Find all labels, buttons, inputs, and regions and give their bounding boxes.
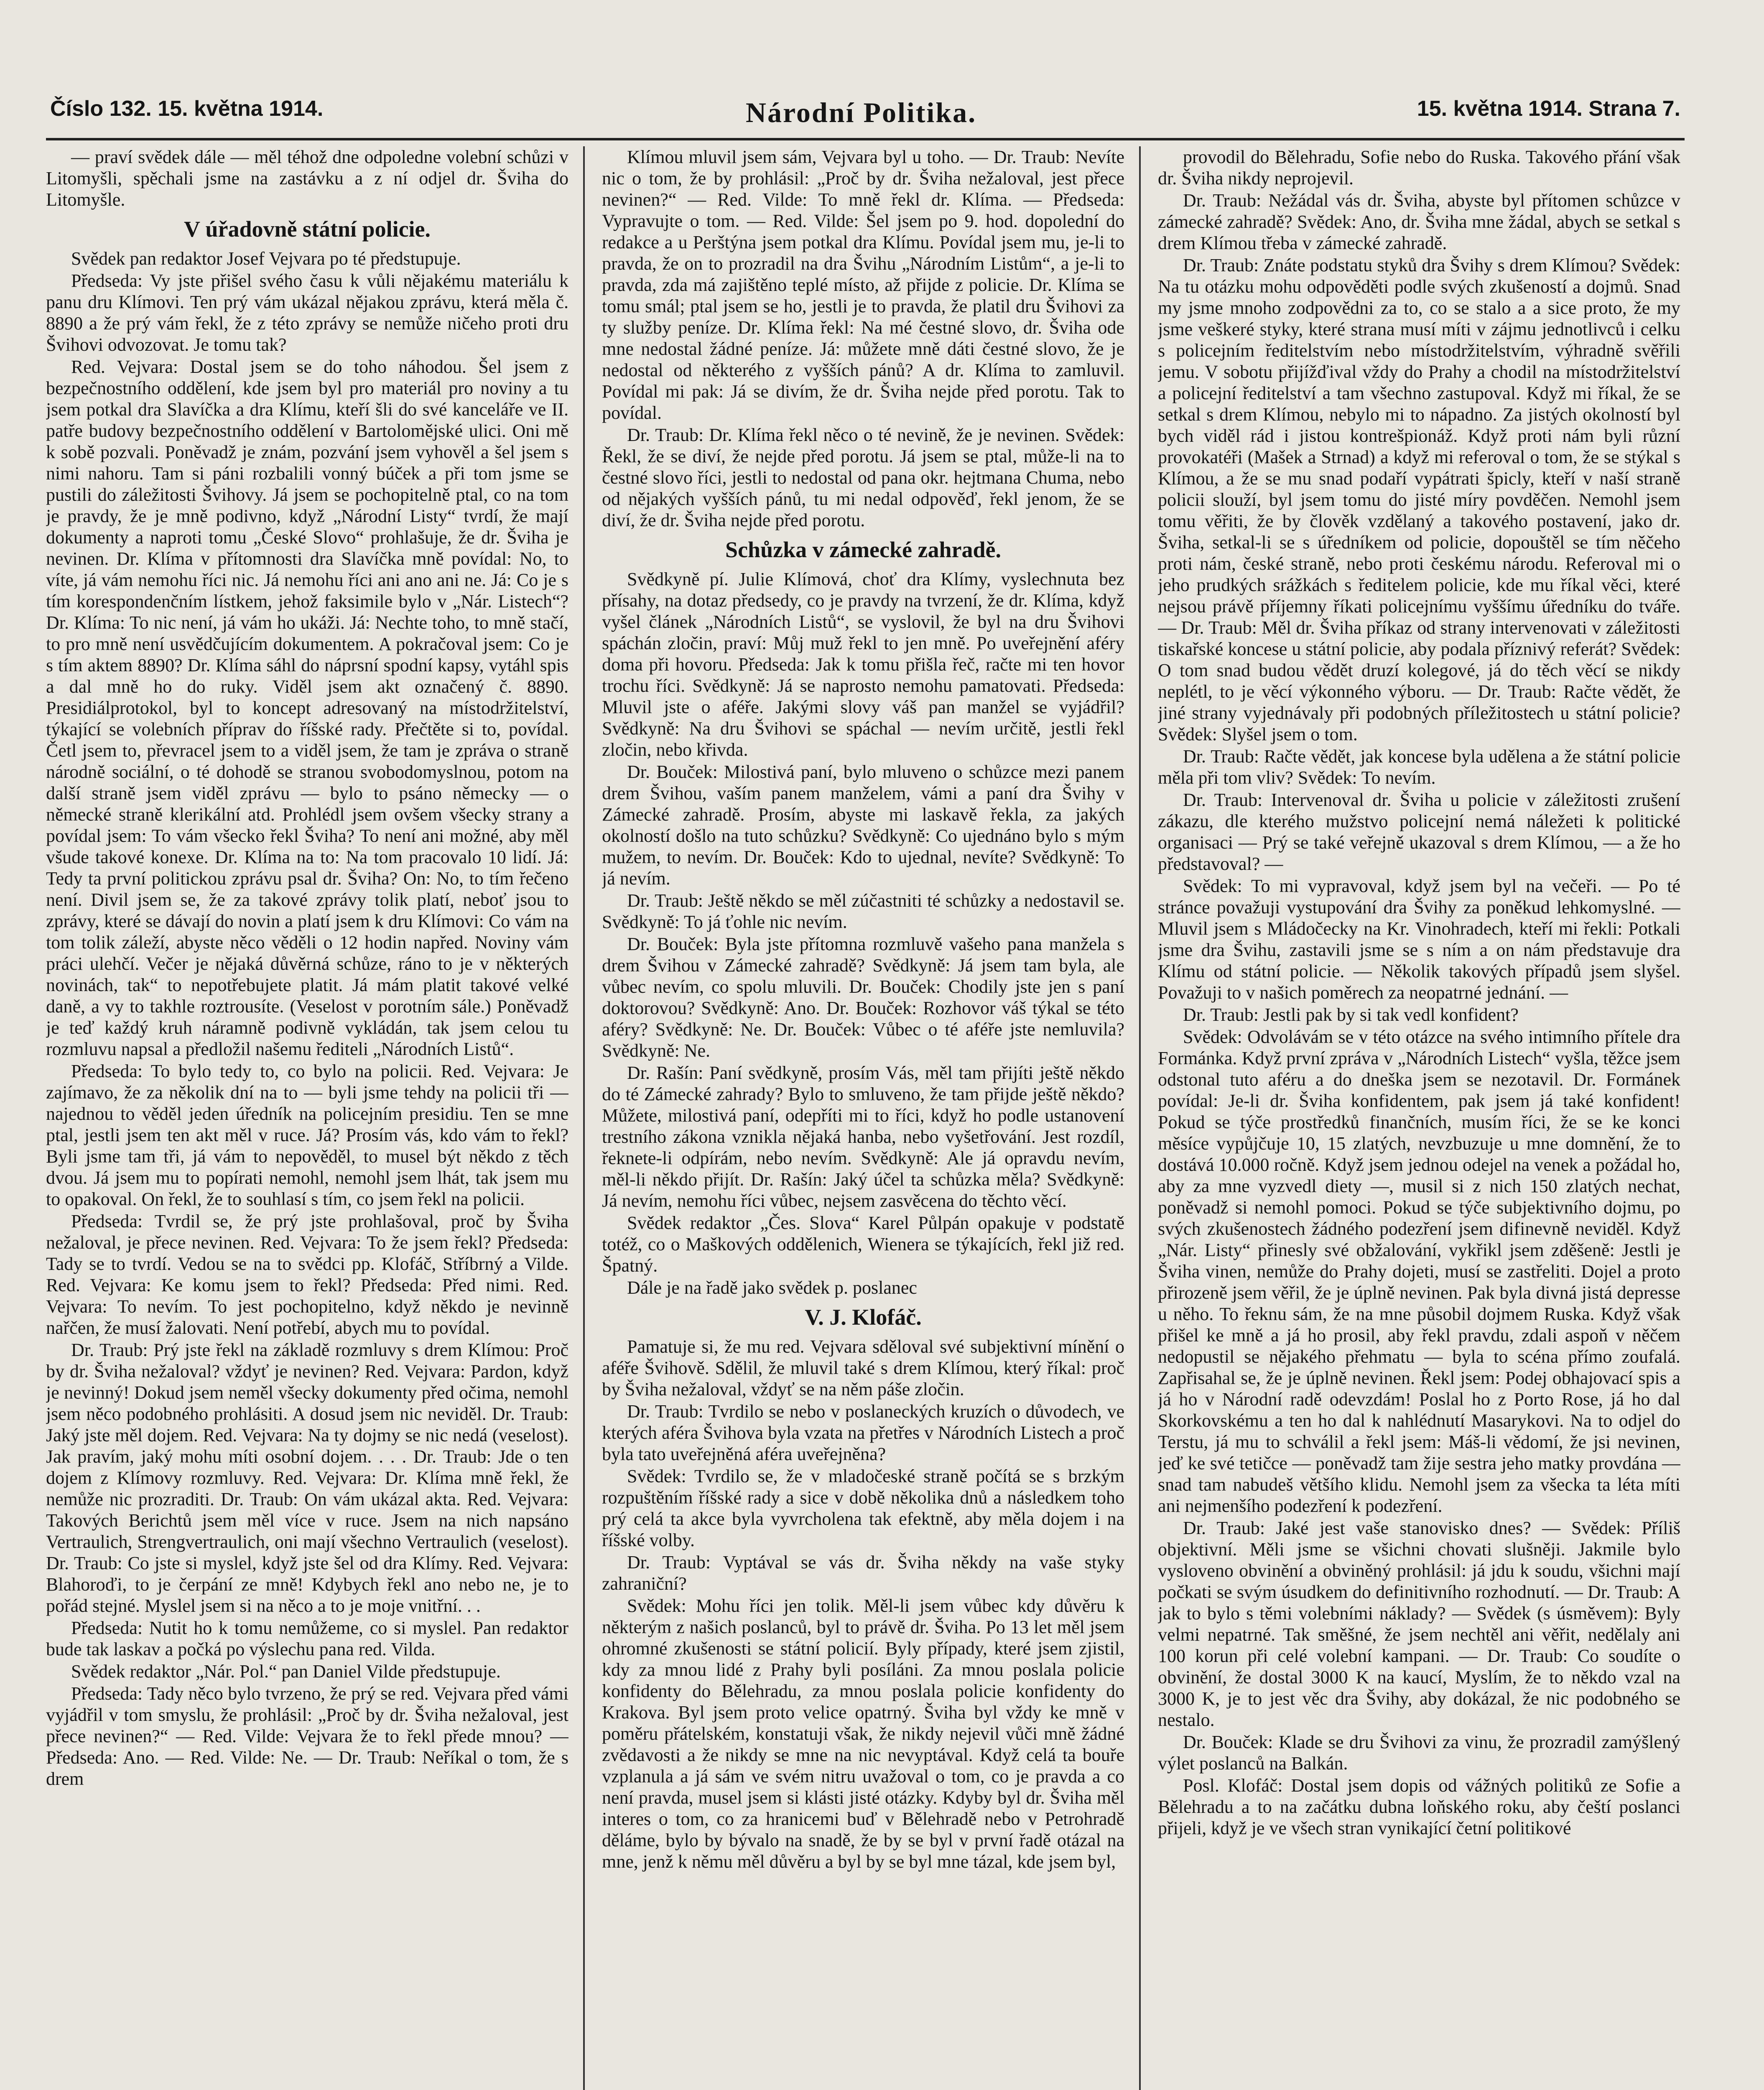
paragraph: Předseda: Vy jste přišel svého času k vůli nějakému materiálu k panu dru Klímovi. Ten prý vám ukázal nějakou zprávu, která měla č. 8890 a že prý vám řekl, že z této zprávy se nemůže ničeho proti dru Švihovi odvozovat. Je tomu tak? <box>46 270 568 355</box>
section-heading: V. J. Klofáč. <box>805 1305 922 1330</box>
paragraph: Svědek: To mi vypravoval, když jsem byl na večeři. — Po té stránce považuji vystupování dra Švihy za poněkud lehkomyslné. — Mluvil jsem s Mládočecky na Kr. Vinohradech, kteří mi řekli: Potkali jsme dra Švihu, zastavili jsme se s ním a on nám představuje dra Klímu od státní policie. — Několik takových případů jsem slyšel. Považuji to v našich poměrech za neopatrné jednání. — <box>1158 876 1680 1003</box>
column-divider <box>583 146 585 2090</box>
column-1 <box>46 146 568 2090</box>
paragraph: Dr. Traub: Prý jste řekl na základě rozmluvy s drem Klímou: Proč by dr. Šviha nežaloval? vždyť je nevinen? Red. Vejvara: Pardon, když je nevinný! Dokud jsem neměl všecky dokumenty před očima, nemohl jsem něco podobného prohlásiti. A dosud jsem nic neviděl. Dr. Traub: Jaký jste měl dojem. Red. Vejvara: Na ty dojmy se nic nedá (veselost). Jak pravím, jaký mohu míti osobní dojem. . . . Dr. Traub: Jde o ten dojem z Klímovy rozmluvy. Red. Vejvara: Dr. Klíma mně řekl, že nemůže nic prozraditi. Dr. Traub: On vám ukázal akta. Red. Vejvara: Takových Berichtů jsem měl více v ruce. Jsem na nich napsáno Vertraulich, Strengvertraulich, oni mají všechno Vertraulich (veselost). Dr. Traub: Co jste si myslel, když jste šel od dra Klímy. Red. Vejvara: Blahoroďi, to je čerpání ze mně! Kdybych řekl ano nebo ne, je to pořád stejné. Myslel jsem si na něco a to je moje vnitřní. . . <box>46 1340 568 1616</box>
paragraph: Svědek: Tvrdilo se, že v mladočeské straně počítá se s brzkým rozpuštěním říšské rady a sice v době několika dnů a následkem toho prý celá ta akce byla vyvrcholena tak efektně, aby měla dojem i na říšské volby. <box>602 1466 1124 1550</box>
section-heading: V úřadovně státní policie. <box>184 217 431 242</box>
paragraph: Dr. Traub: Nežádal vás dr. Šviha, abyste byl přítomen schůzce v zámecké zahradě? Svědek: Ano, dr. Šviha mne žádal, abych se setkal s drem Klímou třeba v zámecké zahradě. <box>1158 190 1680 253</box>
paragraph: Svědek: Mohu říci jen tolik. Měl-li jsem vůbec kdy důvěru k některým z našich poslanců, byl to právě dr. Šviha. Po 13 let měl jsem ohromné zkušenosti se státní policií. Byly případy, které jsem zjistil, kdy za mnou lidé z Prahy byli posíláni. Za mnou poslala policie konfidenty do Bělehradu, za mnou poslala policie konfidenty do Krakova. Byl jsem proto velice opatrný. Šviha byl vždy ke mně v poměru přátelském, konstatuji však, že nikdy nejevil vůči mně žádné zvědavosti a že nikdy se mne na nic nevyptával. Když celá ta bouře vzplanula a já sám ve svém nitru uvažoval o tom, co je pravda a co není pravda, musel jsem si klásti jisté otázky. Kdyby byl dr. Šviha měl interes o tom, co za hranicemi buď v Bělehradě nebo v Petrohradě děláme, bylo by bývalo na snadě, že by se byl v první řadě otázal na mne, jenž k němu měl důvěru a byl by se byl mne tázal, kde jsem byl, <box>602 1596 1124 1872</box>
paragraph: Dr. Traub: Jaké jest vaše stanovisko dnes? — Svědek: Příliš objektivní. Měli jsme se všichni chovati slušněji. Jakmile bylo vysloveno obvinění a obviněný prohlásil: já jdu k soudu, všichni mají počkati se svým úsudkem do definitivního rozhodnutí. — Dr. Traub: A jak to bylo s těmi volebními náklady? — Svědek (s úsměvem): Byly velmi nepatrné. Tak směšné, že jsem nechtěl ani věřit, nedělaly ani 100 korun při celé volební kampani. — Dr. Traub: Co soudíte o obvinění, že dostal 3000 K na kaucí, Myslím, že to někdo vzal na 3000 K, je to jest věc dra Švihy, aby dokázal, že nic podobného se nestalo. <box>1158 1518 1680 1730</box>
paragraph: Klímou mluvil jsem sám, Vejvara byl u toho. — Dr. Traub: Nevíte nic o tom, že by prohlásil: „Proč by dr. Šviha nežaloval, jest přece nevinen?“ — Red. Vilde: To mně řekl dr. Klíma. — Předseda: Vypravujte o tom. — Red. Vilde: Šel jsem po 9. hod. dopolední do redakce a u Perštýna jsem potkal dra Klímu. Povídal jsem mu, je-li to pravda, že on to prozradil na dra Švihu „Národním Listům“, a je-li to pravda, zda má zajištěno teplé místo, až přijde z policie. Dr. Klíma se tomu smál; ptal jsem se ho, jestli je to pravda, že platil dru Švihovi za ty služby peníze. Dr. Klíma řekl: Na mé čestné slovo, dr. Šviha ode mne nedostal žádné peníze. Já: můžete mně dáti čestné slovo, že je nedostal od některého z vyšších pánů? A dr. Klíma to zamluvil. Povídal mi pak: Já se divím, že dr. Šviha nejde před porotu. Tak to povídal. <box>602 147 1124 423</box>
paragraph: Předseda: To bylo tedy to, co bylo na policii. Red. Vejvara: Je zajímavo, že za několik dní na to — byli jsme tehdy na policii tři — najednou to věděl jeden úředník na policejním presidiu. Ten se mne ptal, jestli jsem ten akt měl v ruce. Já? Prosím vás, kdo vám to řekl? Byli jsme tam tři, já vám to nepověděl, to musel být někdo z těch dvou. Já jsem mu to popírati nemohl, nemohl jsem lhát, tak jsem mu to opakoval. On řekl, že to souhlasí s tím, co jsem řekl na policii. <box>46 1061 568 1209</box>
paragraph: — praví svědek dále — měl téhož dne odpoledne volební schůzi v Litomyšli, spěchali jsme na zastávku a z ní odjel dr. Šviha do Litomyšle. <box>46 147 568 210</box>
paragraph: Předseda: Nutit ho k tomu nemůžeme, co si myslel. Pan redaktor bude tak laskav a počká po výslechu pana red. Vilda. <box>46 1618 568 1659</box>
paragraph: Red. Vejvara: Dostal jsem se do toho náhodou. Šel jsem z bezpečnostního oddělení, kde jsem byl pro materiál pro noviny a tu jsem potkal dra Slavíčka a dra Klímu, kteří šli do své kanceláře ve II. patře budovy bezpečnostního oddělení v Bartolomějské ulici. Oni mě k sobě pozvali. Poněvadž je znám, pozvání jsem vyhověl a šel jsem s nimi nahoru. Tam si páni rozbalili vonný búček a při tom jsme se pustili do záležitosti Švihovy. Já jsem se pochopitelně ptal, co na tom je pravdy, že je mně podivno, když „Národní Listy“ tvrdí, že mají dokumenty a naproti tomu „České Slovo“ prohlašuje, že dr. Šviha je nevinen. Dr. Klíma v přítomnosti dra Slavíčka mně povídal: No, to víte, já vám nemohu říci nic. Já nemohu říci ani ano ani ne. Já: Co je s tím korespondenčním lístkem, jehož faksimile bylo v „Nár. Listech“? Dr. Klíma: To nic není, já vám ho ukáži. Já: Nechte toho, to mně stačí, to pro mně není usvědčujícím dokumentem. A pokračoval jsem: Co je s tím aktem 8890? Dr. Klíma sáhl do náprsní spodní kapsy, vytáhl spis a dal mně ho do ruky. Viděl jsem akt označený č. 8890. Presidiálprotokol, byl to koncept adresovaný na místodržitelství, týkající se volebních příprav do říšské rady. Přečtěte si to, povídal. Četl jsem to, převracel jsem to a viděl jsem, že tam je zpráva o straně národně sociální, o té dohodě se stranou svobodomyslnou, potom na další straně jsem viděl zprávu — bylo to psáno německy — o německé straně klerikální atd. Prohlédl jsem ovšem všecky strany a povídal jsem: To vám všecko řekl Šviha? To není ani možné, aby měl všude takové konexe. Dr. Klíma na to: Na tom pracovalo 10 lidí. Já: Tedy ta první politickou zprávu psal dr. Šviha? On: No, to tím řečeno není. Divil jsem se, že za takové zprávy tolik platí, neboť jsou to zprávy, které se dávají do novin a platí jsem k dru Klímovi: Co vám na tom tolik záleží, abyste něco věděli o 12 hodin napřed. Noviny vám práci ulehčí. Večer je nějaká důvěrná schůze, ráno to je v některých novinách, tak“ to nepotřebujete platit. Já mám platit takové velké daně, a vy to takhle roztrousíte. (Veselost v porotním sále.) Poněvadž je teď každý kruh náramně podivně vykládán, tak jsem celou tu rozmluvu napsal a předložil našemu řediteli „Národních Listů“. <box>46 357 568 1059</box>
paragraph: Dr. Bouček: Milostivá paní, bylo mluveno o schůzce mezi panem drem Švihou, vaším panem manželem, vámi a paní dra Švihy v Zámecké zahradě. Prosím, abyste mi laskavě řekla, za jakých okolností došlo na tuto schůzku? Svědkyně: Co ujednáno bylo s mým mužem, to nevím. Dr. Bouček: Kdo to ujednal, nevíte? Svědkyně: To já nevím. <box>602 762 1124 889</box>
paragraph: provodil do Bělehradu, Sofie nebo do Ruska. Takového přání však dr. Šviha nikdy neprojevil. <box>1158 147 1680 189</box>
paragraph: Svědkyně pí. Julie Klímová, choť dra Klímy, vyslechnuta bez přísahy, na dotaz předsedy, co je pravdy na tvrzení, že dr. Klíma, když vyšel článek „Národních Listů“, se vyslovil, že byl na dru Švihovi spáchán zločin, praví: Můj muž řekl to jen mně. Po uveřejnění aféry doma při hovoru. Předseda: Jak k tomu přišla řeč, račte mi ten hovor trochu říci. Svědkyně: Já se naprosto nemohu pamatovati. Předseda: Mluvil jste o aféře. Jakými slovy váš pan manžel se vyjádřil? Svědkyně: Na dru Švihovi se spáchal — nevím určitě, jestli řekl zločin, nebo křivda. <box>602 569 1124 760</box>
paragraph: Dr. Traub: Ještě někdo se měl zúčastniti té schůzky a nedostavil se. Svědkyně: To já ťohle nic nevím. <box>602 890 1124 932</box>
text-columns <box>46 146 1685 2090</box>
column-3 <box>1158 146 1680 2090</box>
paragraph: Dr. Traub: Tvrdilo se nebo v poslaneckých kruzích o důvodech, ve kterých aféra Švihova byla vzata na přetřes v Národních Listech a proč byla tato uveřejněná aféra uveřejněna? <box>602 1401 1124 1464</box>
paragraph: Dr. Bouček: Klade se dru Švihovi za vinu, že prozradil zamýšlený výlet poslanců na Balkán. <box>1158 1732 1680 1774</box>
paragraph: Dr. Rašín: Paní svědkyně, prosím Vás, měl tam přijíti ještě někdo do té Zámecké zahrady? Bylo to smluveno, že tam přijde ještě někdo? Můžete, milostivá paní, odepříti mi to říci, když ho podle ustanovení trestního zákona vznikla nějaká hanba, nebo vyšetřování. Jest rozdíl, řeknete-li odpírám, nebo nevím. Svědkyně: Ale já opravdu nevím, měl-li někdo přijít. Dr. Rašín: Jaký účel ta schůzka měla? Svědkyně: Já nevím, nemohu říci vůbec, nejsem zasvěcena do těchto věcí. <box>602 1063 1124 1211</box>
paragraph: Předseda: Tvrdil se, že prý jste prohlašoval, proč by Šviha nežaloval, je přece nevinen. Red. Vejvara: To že jsem řekl? Předseda: Tady se to tvrdí. Vedou se na to svědci pp. Klofáč, Stříbrný a Vilde. Red. Vejvara: Ke komu jsem to řekl? Předseda: Před nimi. Red. Vejvara: To nevím. To jest pochopitelno, když někdo je nevinně nařčen, že musí žalovati. Není potřebí, abych mu to povídal. <box>46 1211 568 1338</box>
newspaper-title: Národní Politika. <box>745 97 977 128</box>
paragraph: Svědek pan redaktor Josef Vejvara po té předstupuje. <box>71 248 461 269</box>
paragraph: Dr. Traub: Račte vědět, jak koncese byla udělena a že státní policie měla při tom vliv? Svědek: To nevím. <box>1158 746 1680 788</box>
paragraph: Svědek redaktor „Nár. Pol.“ pan Daniel Vilde předstupuje. <box>71 1661 501 1682</box>
paragraph: Dr. Traub: Znáte podstatu styků dra Švihy s drem Klímou? Svědek: Na tu otázku mohu odpověděti podle svých zkušeností a dojmů. Snad my jsme mnoho zodpovědni za to, co se stalo a a sice proto, že my jsme veškeré styky, které strana musí míti v zájmu jednotlivců i celku s policejním ředitelstvím nebo místodržitelstvím, výhradně svěřili jemu. V sobotu přijížďival vždy do Prahy a chodil na místodržitelství a policejní ředitelství a tam všechno zastupoval. Když mi říkal, že se setkal s drem Klímou, nebylo mi to nápadno. Za jistých okolností byl bych viděl rád i jistou kontrešpionáž. Když proti nám byli různí provokatéři (Mašek a Strnad) a když mi referoval o tom, že se stýkal s Klímou, a že se mu snad podaří vypátrati špicly, kteří v naší straně policii slouží, byl jsem tomu do jisté míry povděčen. Nemohl jsem tomu věřiti, že by člověk vzdělaný a takového postavení, jako dr. Šviha, setkal-li se s úředníkem od policie, dopouštěl se tím něčeho proti nám, české straně, nebo proti českému národu. Referoval mi o jeho prudkých srážkách s ředitelem policie, kde mu říkal věci, které nejsou právě příjemny říkati policejnímu vyššímu úředníku do tváře. — Dr. Traub: Měl dr. Šviha příkaz od strany intervenovati v záležitosti tiskařské koncese u státní policie, aby podala příznivý referát? Svědek: O tom snad budou vědět druzí kolegové, já do těch věcí se nikdy neplétl, to je věcí výkonného výboru. — Dr. Traub: Račte vědět, že jiné strany vyjednávaly při podobných příležitostech u státní policie? Svědek: Slyšel jsem o tom. <box>1158 255 1680 744</box>
issue-number: Číslo 132. 15. května 1914. <box>50 97 324 121</box>
paragraph: Předseda: Tady něco bylo tvrzeno, že prý se red. Vejvara před vámi vyjádřil v tom smyslu, že prohlásil: „Proč by dr. Šviha nežaloval, jest přece nevinen?“ — Red. Vilde: Vejvara že to řekl přede mnou? — Předseda: Ano. — Red. Vilde: Ne. — Dr. Traub: Neříkal o tom, že s drem <box>46 1683 568 1789</box>
paragraph: Dr. Bouček: Byla jste přítomna rozmluvě vašeho pana manžela s drem Švihou v Zámecké zahradě? Svědkyně: Já jsem tam byla, ale vůbec nevím, co spolu mluvili. Dr. Bouček: Chodily jste jen s paní doktorovou? Svědkyně: Ano. Dr. Bouček: Rozhovor váš týkal se této aféry? Svědkyně: Ne. Dr. Bouček: Vůbec o té aféře jste nemluvila? Svědkyně: Ne. <box>602 934 1124 1061</box>
paragraph: Svědek: Odvolávám se v této otázce na svého intimního přítele dra Formánka. Když první zpráva v „Národních Listech“ vyšla, těžce jsem odstonal tuto aféru a do dneška jsem se nezotavil. Dr. Formánek povídal: Je-li dr. Šviha konfidentem, pak jsem já také konfident! Pokud se týče prostředků finančních, musím říci, že se ke konci měsíce vypůjčuje 10, 15 zlatých, nevzbuzuje u mne domnění, že to dostává 10.000 ročně. Když jsem jednou odejel na venek a požádal ho, aby za mne vyzvedl diety —, musil si z nich 150 zlatých nechat, poněvadž si nemohl pomoci. Pokud se týče subjektivního dojmu, po svých zkušenostech žádného podezření jsem difinevně neviděl. Když „Nár. Listy“ přinesly své obžalování, vykřikl jsem zděšeně: Jestli je Šviha vinen, nemůže do Prahy dojeti, musí se zastřeliti. Dojel a proto přirozeně jsem věřil, že je úplně nevinen. Pak byla divná jistá depresse u něho. To řeknu sám, že na mne působil dojmem Ruska. Když však přišel ke mně a já ho prosil, aby řekl pravdu, zdali aspoň v něčem nedopustil se nějakého přehmatu — byla to scéna přímo zoufalá. Zapřisahal se, že je úplně nevinen. Řekl jsem: Podej obhajovací spis a já ho v Národní radě odevzdám! Poslal ho z Porto Rose, já ho dal Skorkovskému a ten ho dal k nahlédnutí Masarykovi. Na to odjel do Terstu, já mu to schválil a řekl jsem: Máš-li vědomí, že jsi nevinen, jeď ke své tetičce — poněvadž tam žije sestra jeho matky provdána — snad tam nabudeš většího klidu. Nemohl jsem za všecka ta léta míti ani nejmenšího podezření k podezření. <box>1158 1027 1680 1516</box>
paragraph: Dr. Traub: Intervenoval dr. Šviha u policie v záležitosti zrušení zákazu, dle kterého mužstvo policejní nemá náležeti k politické organisaci — Prý se také veřejně ukazoval s drem Klímou, — a že ho představoval? — <box>1158 790 1680 874</box>
paragraph: Posl. Klofáč: Dostal jsem dopis od vážných politiků ze Sofie a Bělehradu a to na začátku dubna loňského roku, aby čeští poslanci přijeli, když je ve všech stran vynikající četní politikové <box>1158 1775 1680 1838</box>
column-divider <box>1139 146 1141 2090</box>
paragraph: Dále je na řadě jako svědek p. poslanec <box>627 1277 917 1298</box>
page-date-number: 15. května 1914. Strana 7. <box>1417 97 1680 121</box>
paragraph: Dr. Traub: Jestli pak by si tak vedl konfident? <box>1183 1004 1519 1025</box>
paragraph: Dr. Traub: Vyptával se vás dr. Šviha někdy na vaše styky zahraniční? <box>602 1552 1124 1594</box>
section-heading: Schůzka v zámecké zahradě. <box>725 537 1001 562</box>
paragraph: Dr. Traub: Dr. Klíma řekl něco o té nevině, že je nevinen. Svědek: Řekl, že se diví, že nejde před porotu. Já jsem se ptal, může-li na to čestné slovo říci, jestli to nedostal od pana okr. hejtmana Chuma, nebo od nějakých vyšších pánů, tu mi nedal odpověď, řekl jenom, že se diví, že dr. Šviha nejde před porotu. <box>602 425 1124 530</box>
newspaper-page <box>46 84 1685 2090</box>
paragraph: Svědek redaktor „Čes. Slova“ Karel Půlpán opakuje v podstatě totéž, co o Maškových oddělenich, Wienera se týkajících, řekl již red. Špatný. <box>602 1213 1124 1276</box>
column-2 <box>602 146 1124 2090</box>
paragraph: Pamatuje si, že mu red. Vejvara sděloval své subjektivní mínění o aféře Švihově. Sdělil, že mluvil také s drem Klímou, který říkal: proč by Šviha nežaloval, vždyť se na něm páše zločin. <box>602 1336 1124 1399</box>
page-header <box>46 92 1685 140</box>
